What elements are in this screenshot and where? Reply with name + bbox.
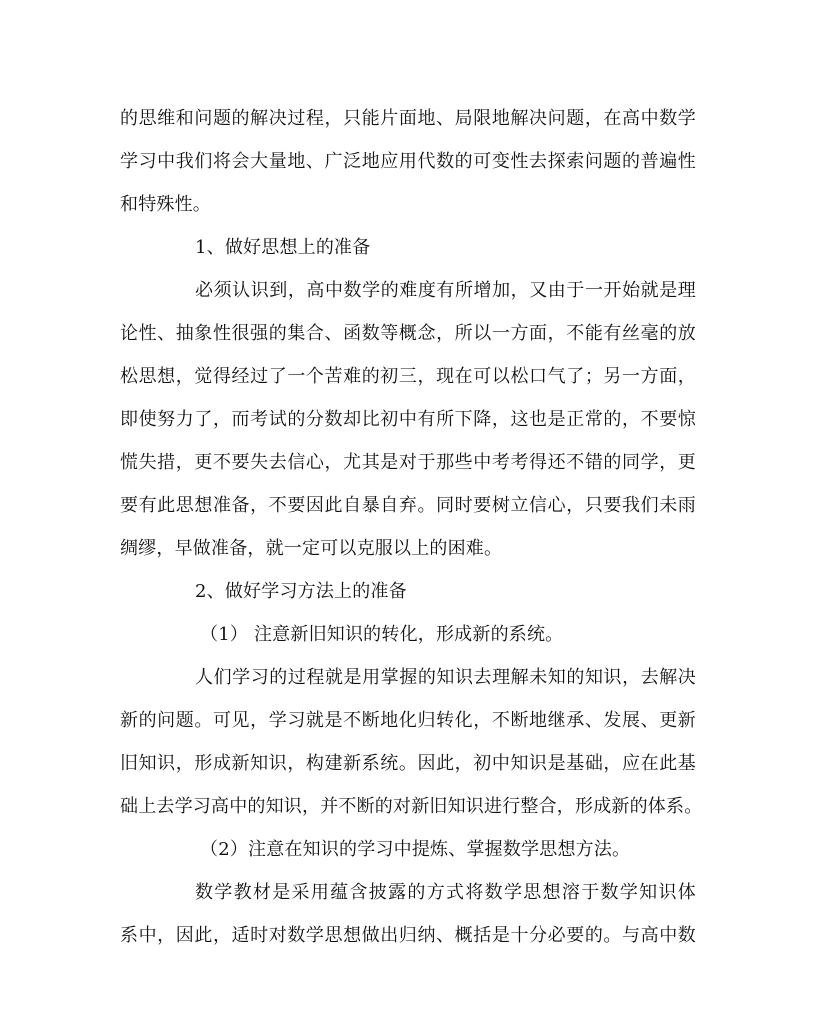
paragraph-line: 要有此思想准备，不要因此自暴自弃。同时要树立信心，只要我们未雨 [120,495,696,516]
paragraph-line: 人们学习的过程就是用掌握的知识去理解未知的知识，去解决 [195,667,696,688]
paragraph-line: 的思维和问题的解决过程，只能片面地、局限地解决问题，在高中数学 [120,108,696,129]
paragraph-line: 础上去学习高中的知识，并不断的对新旧知识进行整合，形成新的体系。 [120,796,703,817]
paragraph-line: 即使努力了，而考试的分数却比初中有所下降，这也是正常的，不要惊 [120,409,696,430]
section-heading: 1、做好思想上的准备 [195,237,371,258]
section-heading: 2、做好学习方法上的准备 [195,581,407,602]
paragraph-line: 系中，因此，适时对数学思想做出归纳、概括是十分必要的。与高中数 [120,925,696,946]
paragraph-line: 新的问题。可见，学习就是不断地化归转化，不断地继承、发展、更新 [120,710,696,731]
paragraph-line: 旧知识，形成新知识，构建新系统。因此，初中知识是基础，应在此基 [120,753,696,774]
paragraph-line: 慌失措，更不要失去信心，尤其是对于那些中考考得还不错的同学，更 [120,452,696,473]
paragraph-line: 论性、抽象性很强的集合、函数等概念，所以一方面，不能有丝毫的放 [120,323,696,344]
paragraph-line: 必须认识到，高中数学的难度有所增加，又由于一开始就是理 [195,280,696,301]
subsection-heading: （1） 注意新旧知识的转化，形成新的系统。 [200,624,564,645]
subsection-heading: （2）注意在知识的学习中提炼、掌握数学思想方法。 [200,839,631,860]
paragraph-line: 绸缪，早做准备，就一定可以克服以上的困难。 [120,538,503,559]
paragraph-line: 和特殊性。 [120,194,211,215]
paragraph-line: 松思想，觉得经过了一个苦难的初三，现在可以松口气了；另一方面， [120,366,696,387]
paragraph-line: 数学教材是采用蕴含披露的方式将数学思想溶于数学知识体 [195,882,696,903]
paragraph-line: 学习中我们将会大量地、广泛地应用代数的可变性去探索问题的普遍性 [120,151,696,172]
